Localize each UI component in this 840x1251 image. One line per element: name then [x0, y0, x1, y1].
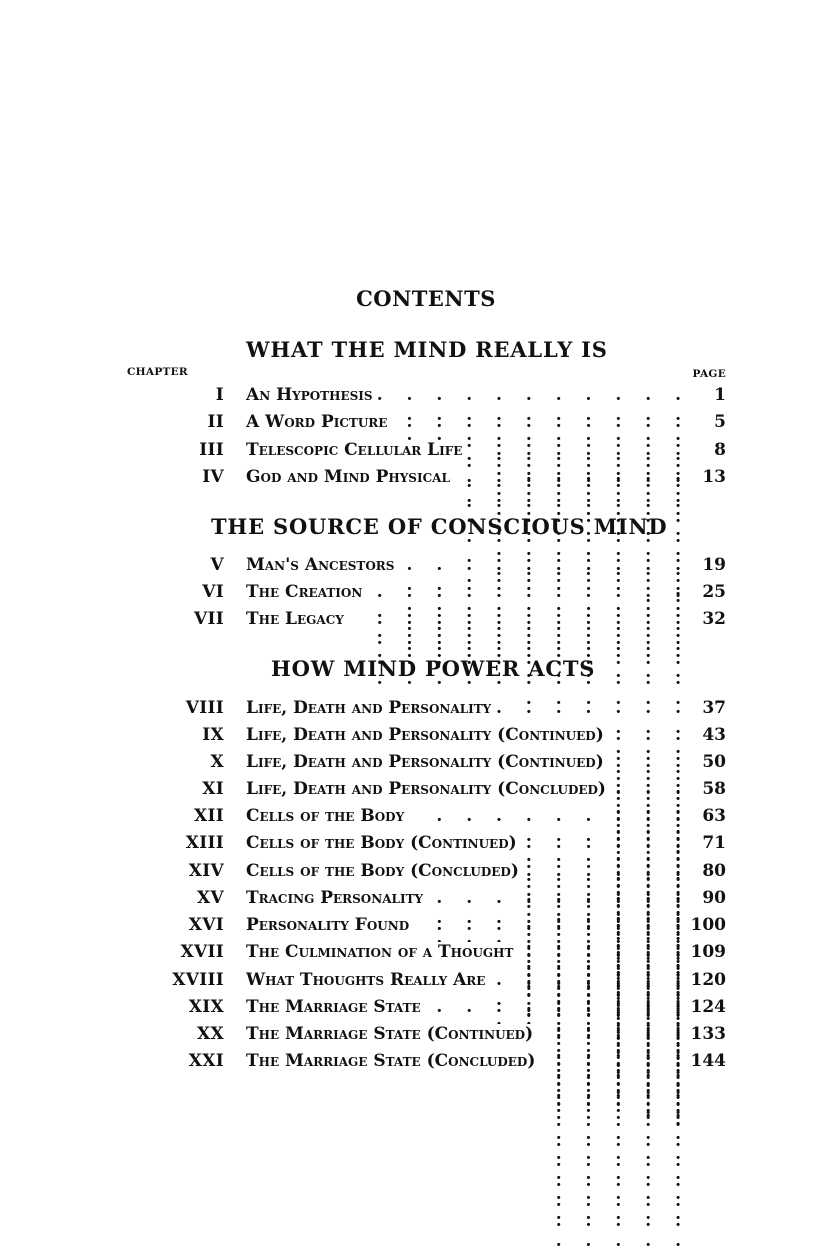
- chapter-title: God and Mind Physical: [246, 467, 454, 607]
- chapter-number: I: [215, 385, 224, 405]
- page-number: 1: [714, 385, 726, 405]
- toc-entry[interactable]: [150, 779, 726, 803]
- toc-entry[interactable]: [150, 1024, 726, 1048]
- toc-entry[interactable]: [150, 440, 726, 464]
- chapter-number: X: [210, 752, 224, 772]
- chapter-column-header: CHAPTER: [127, 366, 188, 378]
- toc-entry[interactable]: [150, 942, 726, 966]
- toc-entry[interactable]: [150, 861, 726, 885]
- section-heading: HOW MIND POWER ACTS: [271, 656, 596, 681]
- chapter-number: IV: [202, 467, 224, 487]
- chapter-number: VII: [194, 609, 224, 629]
- page-column-header: PAGE: [692, 368, 726, 380]
- chapter-title: Cells of the Body (Continued): [246, 833, 521, 1013]
- chapter-title: Cells of the Body (Concluded): [246, 861, 523, 1041]
- chapter-title: Personality Found: [246, 915, 413, 1035]
- page-number: 71: [702, 833, 726, 853]
- chapter-title: Life, Death and Personality: [246, 698, 495, 858]
- chapter-number: VIII: [185, 698, 224, 718]
- page-number: 50: [702, 752, 726, 772]
- toc-entry[interactable]: [150, 412, 726, 436]
- chapter-number: XV: [197, 888, 224, 908]
- toc-entry[interactable]: [150, 582, 726, 606]
- page-number: 37: [702, 698, 726, 718]
- dot-leader: [539, 1051, 690, 1251]
- chapter-number: XIX: [188, 997, 224, 1017]
- toc-entry[interactable]: [150, 385, 726, 409]
- chapter-title: The Marriage State (Concluded): [246, 1051, 539, 1251]
- page-number: 109: [690, 942, 726, 962]
- chapter-number: III: [199, 440, 224, 460]
- chapter-title: The Legacy: [246, 609, 348, 709]
- section-heading: THE SOURCE OF CONSCIOUS MIND: [211, 514, 668, 539]
- section-heading: WHAT THE MIND REALLY IS: [246, 337, 608, 362]
- toc-entry[interactable]: [150, 467, 726, 491]
- toc-entry[interactable]: [150, 752, 726, 776]
- chapter-number: IX: [202, 725, 224, 745]
- page-number: 19: [702, 555, 726, 575]
- toc-entry[interactable]: [150, 698, 726, 722]
- chapter-title: Man's Ancestors: [246, 555, 398, 655]
- chapter-title: The Culmination of a Thought: [246, 942, 517, 1122]
- chapter-title: Life, Death and Personality (Continued): [246, 752, 608, 1092]
- page-number: 43: [702, 725, 726, 745]
- chapter-number: VI: [202, 582, 224, 602]
- toc-entry[interactable]: [150, 609, 726, 633]
- chapter-number: XII: [194, 806, 224, 826]
- chapter-number: XVII: [180, 942, 224, 962]
- chapter-number: XX: [197, 1024, 224, 1044]
- page-title: CONTENTS: [356, 286, 496, 311]
- chapter-number: XIV: [188, 861, 224, 881]
- chapter-title: Cells of the Body: [246, 806, 408, 926]
- chapter-title: The Creation: [246, 582, 366, 682]
- chapter-title: A Word Picture: [246, 412, 391, 512]
- chapter-number: XI: [202, 779, 224, 799]
- chapter-title: An Hypothesis: [246, 385, 377, 485]
- chapter-number: XXI: [188, 1051, 224, 1071]
- chapter-title: Life, Death and Personality (Continued): [246, 725, 608, 1065]
- toc-entry[interactable]: [150, 833, 726, 857]
- page-number: 8: [714, 440, 726, 460]
- chapter-title: The Marriage State (Continued): [246, 1024, 537, 1224]
- toc-entry[interactable]: [150, 555, 726, 579]
- toc-entry[interactable]: [150, 725, 726, 749]
- page-number: 124: [690, 997, 726, 1017]
- toc-entry[interactable]: [150, 997, 726, 1021]
- page-number: 144: [690, 1051, 726, 1071]
- page-number: 25: [702, 582, 726, 602]
- chapter-number: XVI: [188, 915, 224, 935]
- page-number: 133: [690, 1024, 726, 1044]
- chapter-title: The Marriage State: [246, 997, 425, 1117]
- toc-entry[interactable]: [150, 888, 726, 912]
- chapter-title: Tracing Personality: [246, 888, 427, 1008]
- page-number: 13: [702, 467, 726, 487]
- chapter-number: XIII: [185, 833, 224, 853]
- page-number: 5: [714, 412, 726, 432]
- chapter-number: V: [210, 555, 224, 575]
- page-number: 120: [690, 970, 726, 990]
- chapter-number: XVIII: [172, 970, 224, 990]
- page-number: 100: [690, 915, 726, 935]
- toc-entry[interactable]: [150, 1051, 726, 1075]
- chapter-title: Telescopic Cellular Life: [246, 440, 466, 600]
- chapter-number: II: [207, 412, 224, 432]
- toc-entry[interactable]: [150, 970, 726, 994]
- chapter-title: Life, Death and Personality (Concluded): [246, 779, 610, 1119]
- page-number: 90: [702, 888, 726, 908]
- toc-entry[interactable]: [150, 915, 726, 939]
- chapter-title: What Thoughts Really Are: [246, 970, 489, 1130]
- toc-entry[interactable]: [150, 806, 726, 830]
- page-number: 32: [702, 609, 726, 629]
- page-number: 63: [702, 806, 726, 826]
- page-number: 80: [702, 861, 726, 881]
- page-number: 58: [702, 779, 726, 799]
